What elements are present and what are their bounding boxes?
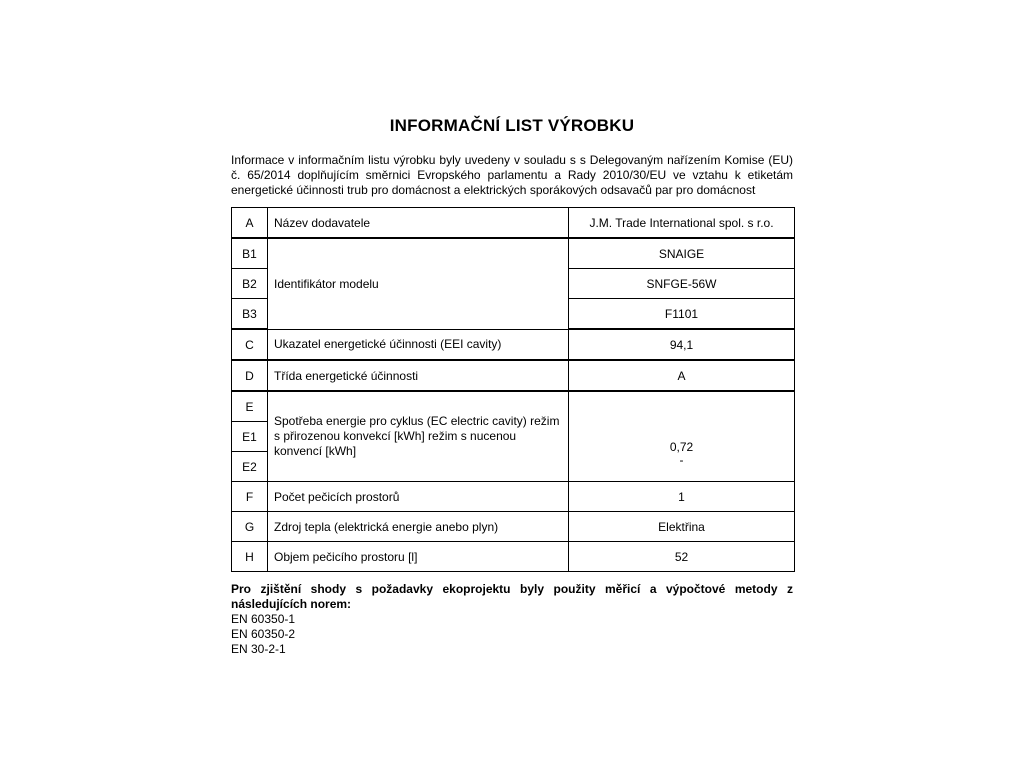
row-code: E: [232, 391, 268, 422]
row-code: B2: [232, 269, 268, 299]
row-code: H: [232, 542, 268, 572]
product-info-table: [231, 207, 795, 572]
row-label: Identifikátor modelu: [268, 238, 569, 329]
compliance-note-line: Pro zjištění shody s požadavky ekoprojektu byly použity měřicí a výpočtové metody z: [231, 582, 793, 596]
table-row-f: [232, 482, 795, 512]
table-row-d: [232, 360, 795, 391]
table-row-g: [232, 512, 795, 542]
intro-line: č. 65/2014 doplňujícím směrnici Evropského parlamentu a Rady 2010/30/EU ve vztahu k etiketám: [231, 168, 793, 182]
row-label: Název dodavatele: [268, 208, 569, 239]
row-code: C: [232, 329, 268, 360]
table-row-b1: [232, 238, 795, 269]
row-label: Třída energetické účinnosti: [268, 360, 569, 391]
row-value: 52: [569, 542, 795, 572]
table-row-h: [232, 542, 795, 572]
row-value: SNAIGE: [569, 238, 795, 269]
table-row-c: [232, 329, 795, 360]
row-code: B3: [232, 299, 268, 330]
intro-line: energetické účinnosti trub pro domácnost a elektrických sporákových odsavačů par pro domácnost: [231, 183, 756, 197]
row-label: Spotřeba energie pro cyklus (EC electric cavity) režim s přirozenou konvekcí [kWh] režim s nucenou konvencí [kWh]: [268, 391, 569, 482]
row-value: SNFGE-56W: [569, 269, 795, 299]
standard-item: EN 60350-1: [231, 612, 296, 626]
row-label: Objem pečicího prostoru [l]: [268, 542, 569, 572]
row-value: 1: [569, 482, 795, 512]
standard-item: EN 30-2-1: [231, 642, 286, 656]
row-value: [569, 391, 795, 482]
page-title: INFORMAČNÍ LIST VÝROBKU: [389, 116, 635, 135]
row-value: J.M. Trade International spol. s r.o.: [569, 208, 795, 239]
standards-footer: [231, 582, 793, 657]
standard-item: EN 60350-2: [231, 627, 296, 641]
intro-text: [231, 153, 793, 198]
row-value: Elektřina: [569, 512, 795, 542]
row-code: G: [232, 512, 268, 542]
row-code: B1: [232, 238, 268, 269]
row-code: E2: [232, 452, 268, 482]
compliance-note: [231, 582, 793, 612]
compliance-note-line: následujících norem:: [231, 597, 352, 611]
row-value: F1101: [569, 299, 795, 330]
row-value: A: [569, 360, 795, 391]
row-value: 94,1: [569, 329, 795, 360]
table-row-a: [232, 208, 795, 239]
row-code: E1: [232, 422, 268, 452]
value-forced-convection: -: [679, 453, 684, 467]
table-row-e: [232, 391, 795, 422]
row-label: Ukazatel energetické účinnosti (EEI cavity): [268, 329, 569, 360]
intro-line: Informace v informačním listu výrobku byly uvedeny v souladu s s Delegovaným nařízením Komise (EU): [231, 153, 793, 167]
row-code: A: [232, 208, 268, 239]
row-label: Počet pečicích prostorů: [268, 482, 569, 512]
row-code: D: [232, 360, 268, 391]
row-code: F: [232, 482, 268, 512]
row-label: Zdroj tepla (elektrická energie anebo plyn): [268, 512, 569, 542]
value-natural-convection: 0,72: [669, 440, 694, 454]
